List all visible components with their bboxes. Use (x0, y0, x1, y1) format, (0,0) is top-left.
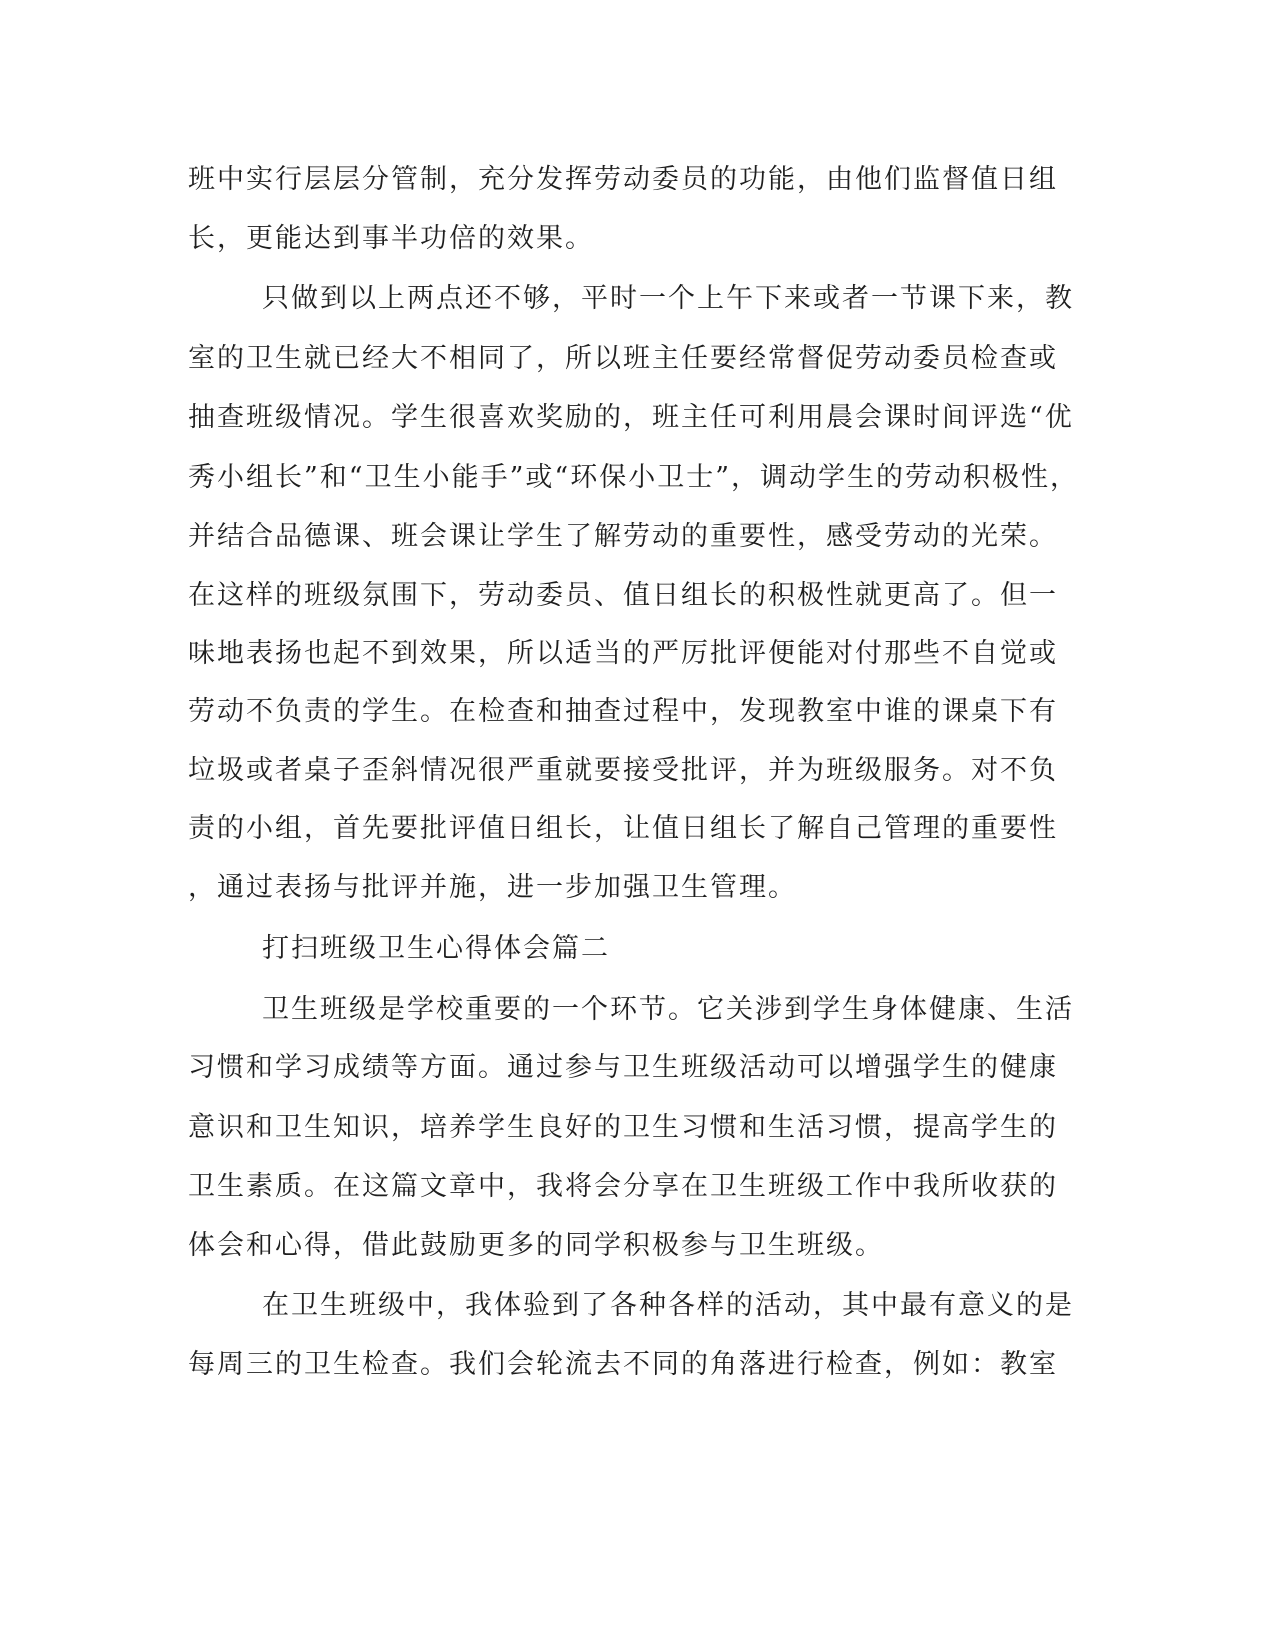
section-heading: 打扫班级卫生心得体会篇二 (262, 933, 610, 964)
text-line: 长，更能达到事半功倍的效果。 (188, 223, 594, 254)
text-line: 垃圾或者桌子歪斜情况很严重就要接受批评，并为班级服务。对不负 (188, 755, 1058, 786)
paragraph-start-line: 在卫生班级中，我体验到了各种各样的活动，其中最有意义的是 (262, 1290, 1074, 1321)
text-line: 在这样的班级氛围下，劳动委员、值日组长的积极性就更高了。但一 (188, 580, 1058, 611)
paragraph-start-line: 只做到以上两点还不够，平时一个上午下来或者一节课下来，教 (262, 283, 1074, 314)
text-line: 责的小组，首先要批评值日组长，让值日组长了解自己管理的重要性 (188, 813, 1058, 844)
text-line: 劳动不负责的学生。在检查和抽查过程中，发现教室中谁的课桌下有 (188, 696, 1058, 727)
text-line: 室的卫生就已经大不相同了，所以班主任要经常督促劳动委员检查或 (188, 343, 1058, 374)
text-line: 味地表扬也起不到效果，所以适当的严厉批评便能对付那些不自觉或 (188, 638, 1058, 669)
text-line: 班中实行层层分管制，充分发挥劳动委员的功能，由他们监督值日组 (188, 164, 1058, 195)
text-line: 并结合品德课、班会课让学生了解劳动的重要性，感受劳动的光荣。 (188, 521, 1058, 552)
text-line: 抽查班级情况。学生很喜欢奖励的，班主任可利用晨会课时间评选“优 (188, 402, 1074, 433)
text-line: 每周三的卫生检查。我们会轮流去不同的角落进行检查，例如：教室 (188, 1349, 1058, 1380)
paragraph-start-line: 卫生班级是学校重要的一个环节。它关涉到学生身体健康、生活 (262, 994, 1074, 1025)
text-line: 卫生素质。在这篇文章中，我将会分享在卫生班级工作中我所收获的 (188, 1171, 1058, 1202)
text-line: 习惯和学习成绩等方面。通过参与卫生班级活动可以增强学生的健康 (188, 1052, 1058, 1083)
text-line: 秀小组长”和“卫生小能手”或“环保小卫士”，调动学生的劳动积极性， (188, 462, 1080, 493)
text-line: 意识和卫生知识，培养学生良好的卫生习惯和生活习惯，提高学生的 (188, 1112, 1058, 1143)
text-line: 体会和心得，借此鼓励更多的同学积极参与卫生班级。 (188, 1230, 884, 1261)
text-line: ，通过表扬与批评并施，进一步加强卫生管理。 (188, 872, 797, 903)
